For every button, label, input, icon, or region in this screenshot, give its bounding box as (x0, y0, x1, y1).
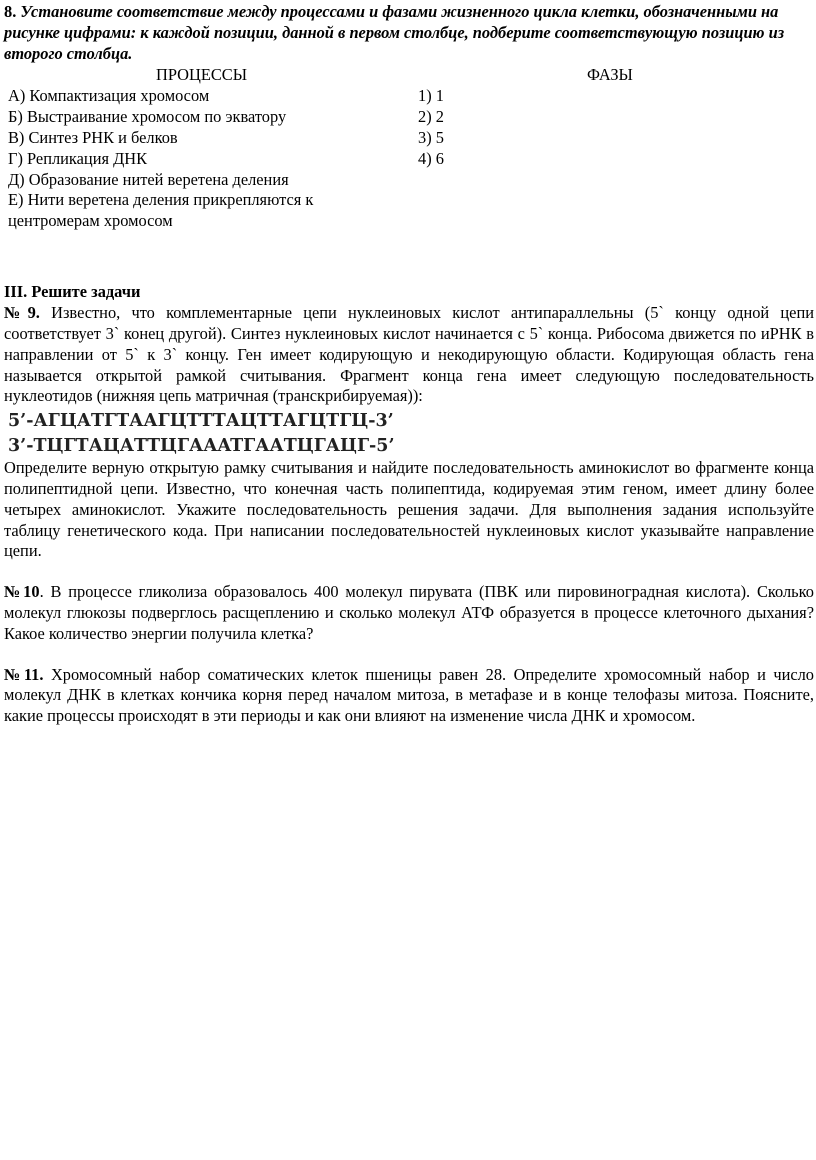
task-10-number: №10 (4, 582, 40, 602)
process-item: Д) Образование нитей веретена деления (8, 169, 289, 189)
phase-item: 3) 5 (418, 127, 444, 147)
task-8-question (4, 2, 814, 64)
task-11-text: Хромосомный набор соматических клеток пшеницы равен 28. Определите хромосомный набор и число молекул ДНК в клетках кончика корня перед началом митоза, в метафазе и в конце телофазы митоза. Поясните, какие процессы происходят в эти периоды и как они влияют на изменение числа ДНК и хромосом. (4, 664, 814, 726)
task-8-number: 8. (4, 2, 17, 21)
spacer (4, 562, 814, 582)
process-item: В) Синтез РНК и белков (8, 127, 178, 147)
matching-table-header (4, 65, 814, 86)
process-item: Е) Нити веретена деления прикрепляются к центромерам хромосом (8, 190, 314, 231)
section-title: III. Решите задачи (4, 282, 141, 302)
phase-item: 1) 1 (418, 86, 444, 106)
matching-table (4, 86, 814, 236)
process-item: А) Компактизация хромосом (8, 86, 210, 106)
processes-column-header: ПРОЦЕССЫ (156, 65, 247, 85)
document-page (4, 0, 814, 727)
task-9-number: №9. (4, 303, 40, 323)
task-9-text: Известно, что комплементарные цепи нуклеиновых кислот антипараллельны (5` концу одной цепи соответствует 3` конец другой). Синтез нуклеиновых кислот начинается с 5` конца. Рибосома движется по иРНК в направлении от 5` к 3` концу. Ген имеет кодирующую и некодирующую области. Кодирующая область гена называется открытой рамкой считывания. Фрагмент конца гена имеет следующую последовательность нуклеотидов (нижняя цепь матричная (транскрибируемая)): (4, 303, 815, 406)
dna-strand-bottom: 3’-ТЦГТАЦАТТЦГААATГААТЦГАЦГ-5’ (8, 436, 395, 457)
processes-list (8, 86, 348, 232)
phases-column-header: ФАЗЫ (587, 65, 633, 85)
phases-list (418, 86, 538, 169)
task-8-text: Установите соответствие между процессами и фазами жизненного цикла клетки, обозначенными на рисунке цифрами: к каждой позиции, данной в первом столбце, подберите соответствующую позицию из второго столбца. (4, 2, 785, 63)
task-11-number: №11. (4, 664, 44, 684)
task-10-text: . В процессе гликолиза образовалось 400 молекул пирувата (ПВК или пировиноградная кислота). Сколько молекул глюкозы подверглось расщеплению и сколько молекул АТФ образуется в процессе клеточного дыхания? Какое количество энергии получила клетка? (4, 582, 814, 643)
task-9-intro (4, 303, 814, 407)
phase-item: 2) 2 (418, 107, 444, 127)
dna-strand-top: 5’-АГЦАТГТААГЦТТТАЦТТАГЦТГЦ-3’ (8, 411, 394, 432)
process-item: Г) Репликация ДНК (8, 148, 148, 168)
spacer (4, 645, 814, 665)
task-11 (4, 665, 814, 727)
process-item: Б) Выстраивание хромосом по экватору (8, 107, 287, 127)
task-9-instructions: Определите верную открытую рамку считывания и найдите последовательность аминокислот во фрагменте конца полипептидной цепи. Известно, что конечная часть полипептида, кодируемая этим геном, имеет длину более четырех аминокислот. Укажите последовательность решения задачи. Для выполнения задания используйте таблицу генетического кода. При написании последовательностей нуклеиновых кислот указывайте направление цепи. (4, 458, 814, 561)
task-10 (4, 582, 814, 644)
phase-item: 4) 6 (418, 148, 444, 168)
